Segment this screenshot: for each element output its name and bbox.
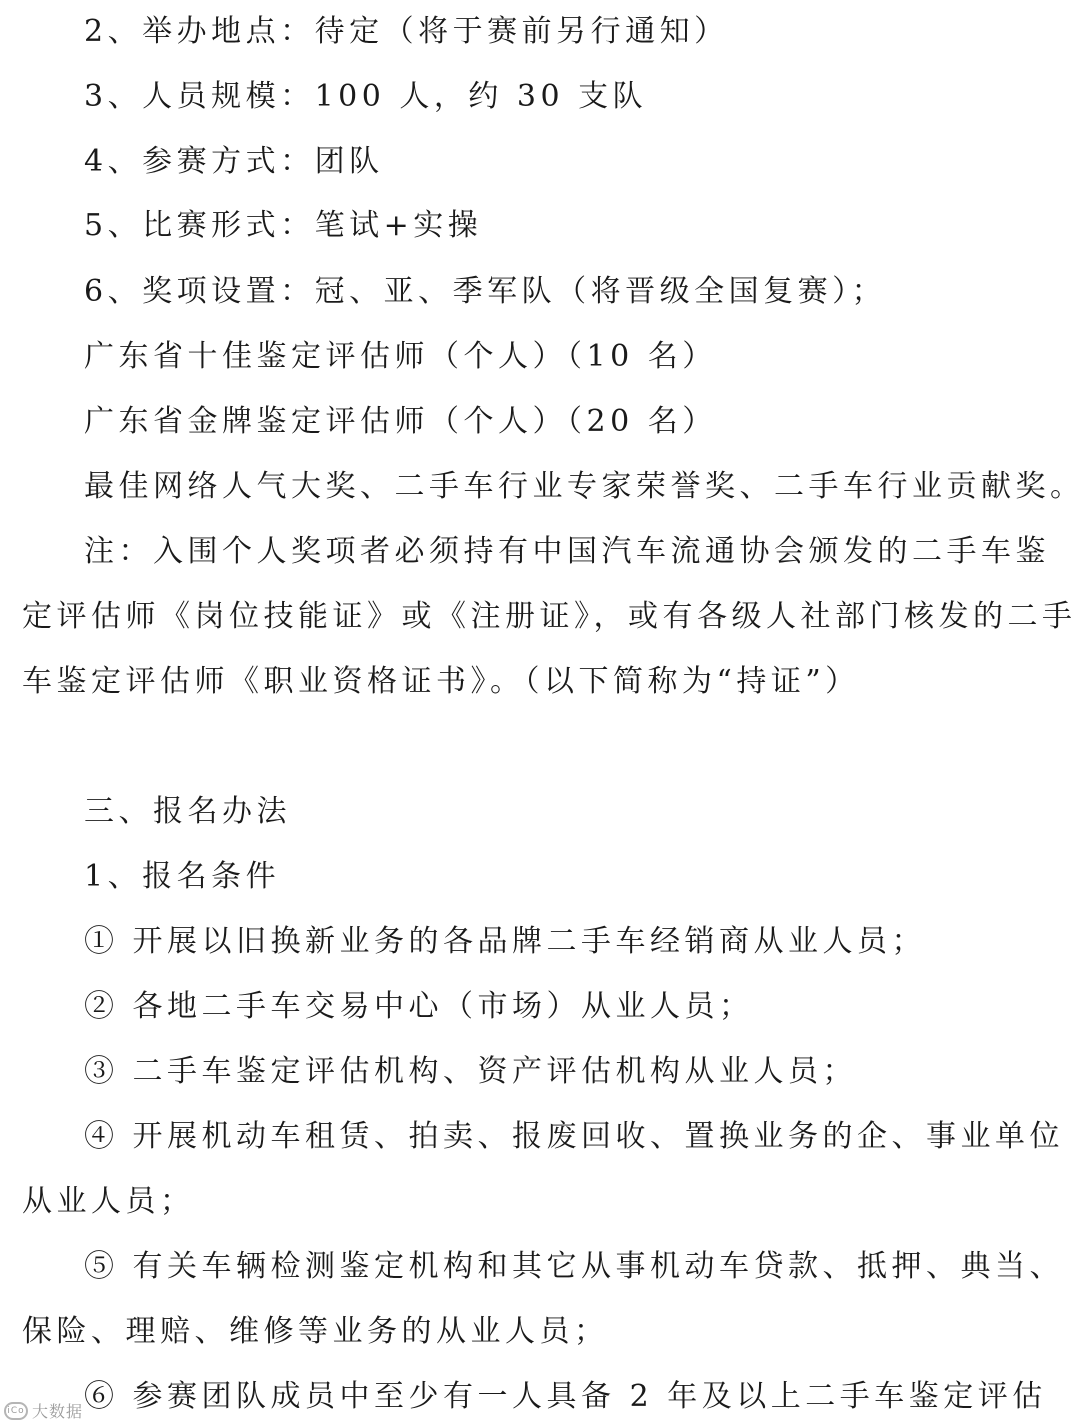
section-heading-registration: 三、报名办法 [84,794,291,829]
line-note-3: 车鉴定评估师《职业资格证书》。（以下简称为“持证”） [22,664,860,699]
condition-item-2: ② 各地二手车交易中心（市场）从业人员； [84,989,754,1024]
line-note-1: 注：入围个人奖项者必须持有中国汽车流通协会颁发的二手车鉴 [84,534,1050,569]
line-note-2: 定评估师《岗位技能证》或《注册证》，或有各级人社部门核发的二手 [22,599,1077,634]
condition-item-5: ⑤ 有关车辆检测鉴定机构和其它从事机动车贷款、抵押、典当、 [84,1249,1065,1284]
condition-item-6: ⑥ 参赛团队成员中至少有一人具备 2 年及以上二手车鉴定评估 [84,1379,1047,1414]
line-format: 5、比赛形式：笔试+实操 [84,208,483,243]
watermark [4,1399,83,1422]
condition-item-4: ④ 开展机动车租赁、拍卖、报废回收、置换业务的企、事业单位 [84,1119,1065,1154]
line-award-top10: 广东省十佳鉴定评估师（个人）（10 名） [84,339,717,374]
condition-item-4-cont: 从业人员； [22,1184,195,1219]
line-venue: 2、举办地点：待定（将于赛前另行通知） [84,14,729,49]
watermark-logo-icon: iCo [4,1402,28,1420]
subheading-conditions: 1、报名条件 [84,859,281,894]
line-award-gold: 广东省金牌鉴定评估师（个人）（20 名） [84,404,717,439]
line-scale: 3、人员规模：100 人，约 30 支队 [84,79,648,114]
line-awards: 6、奖项设置：冠、亚、季军队（将晋级全国复赛）； [84,274,887,309]
line-award-special: 最佳网络人气大奖、二手车行业专家荣誉奖、二手车行业贡献奖。 [84,469,1085,504]
line-mode: 4、参赛方式：团队 [84,144,384,179]
condition-item-3: ③ 二手车鉴定评估机构、资产评估机构从业人员； [84,1054,858,1089]
watermark-text: 大数据 [32,1402,84,1421]
condition-item-5-cont: 保险、理赔、维修等业务的从业人员； [22,1314,609,1349]
condition-item-1: ① 开展以旧换新业务的各品牌二手车经销商从业人员； [84,924,927,959]
